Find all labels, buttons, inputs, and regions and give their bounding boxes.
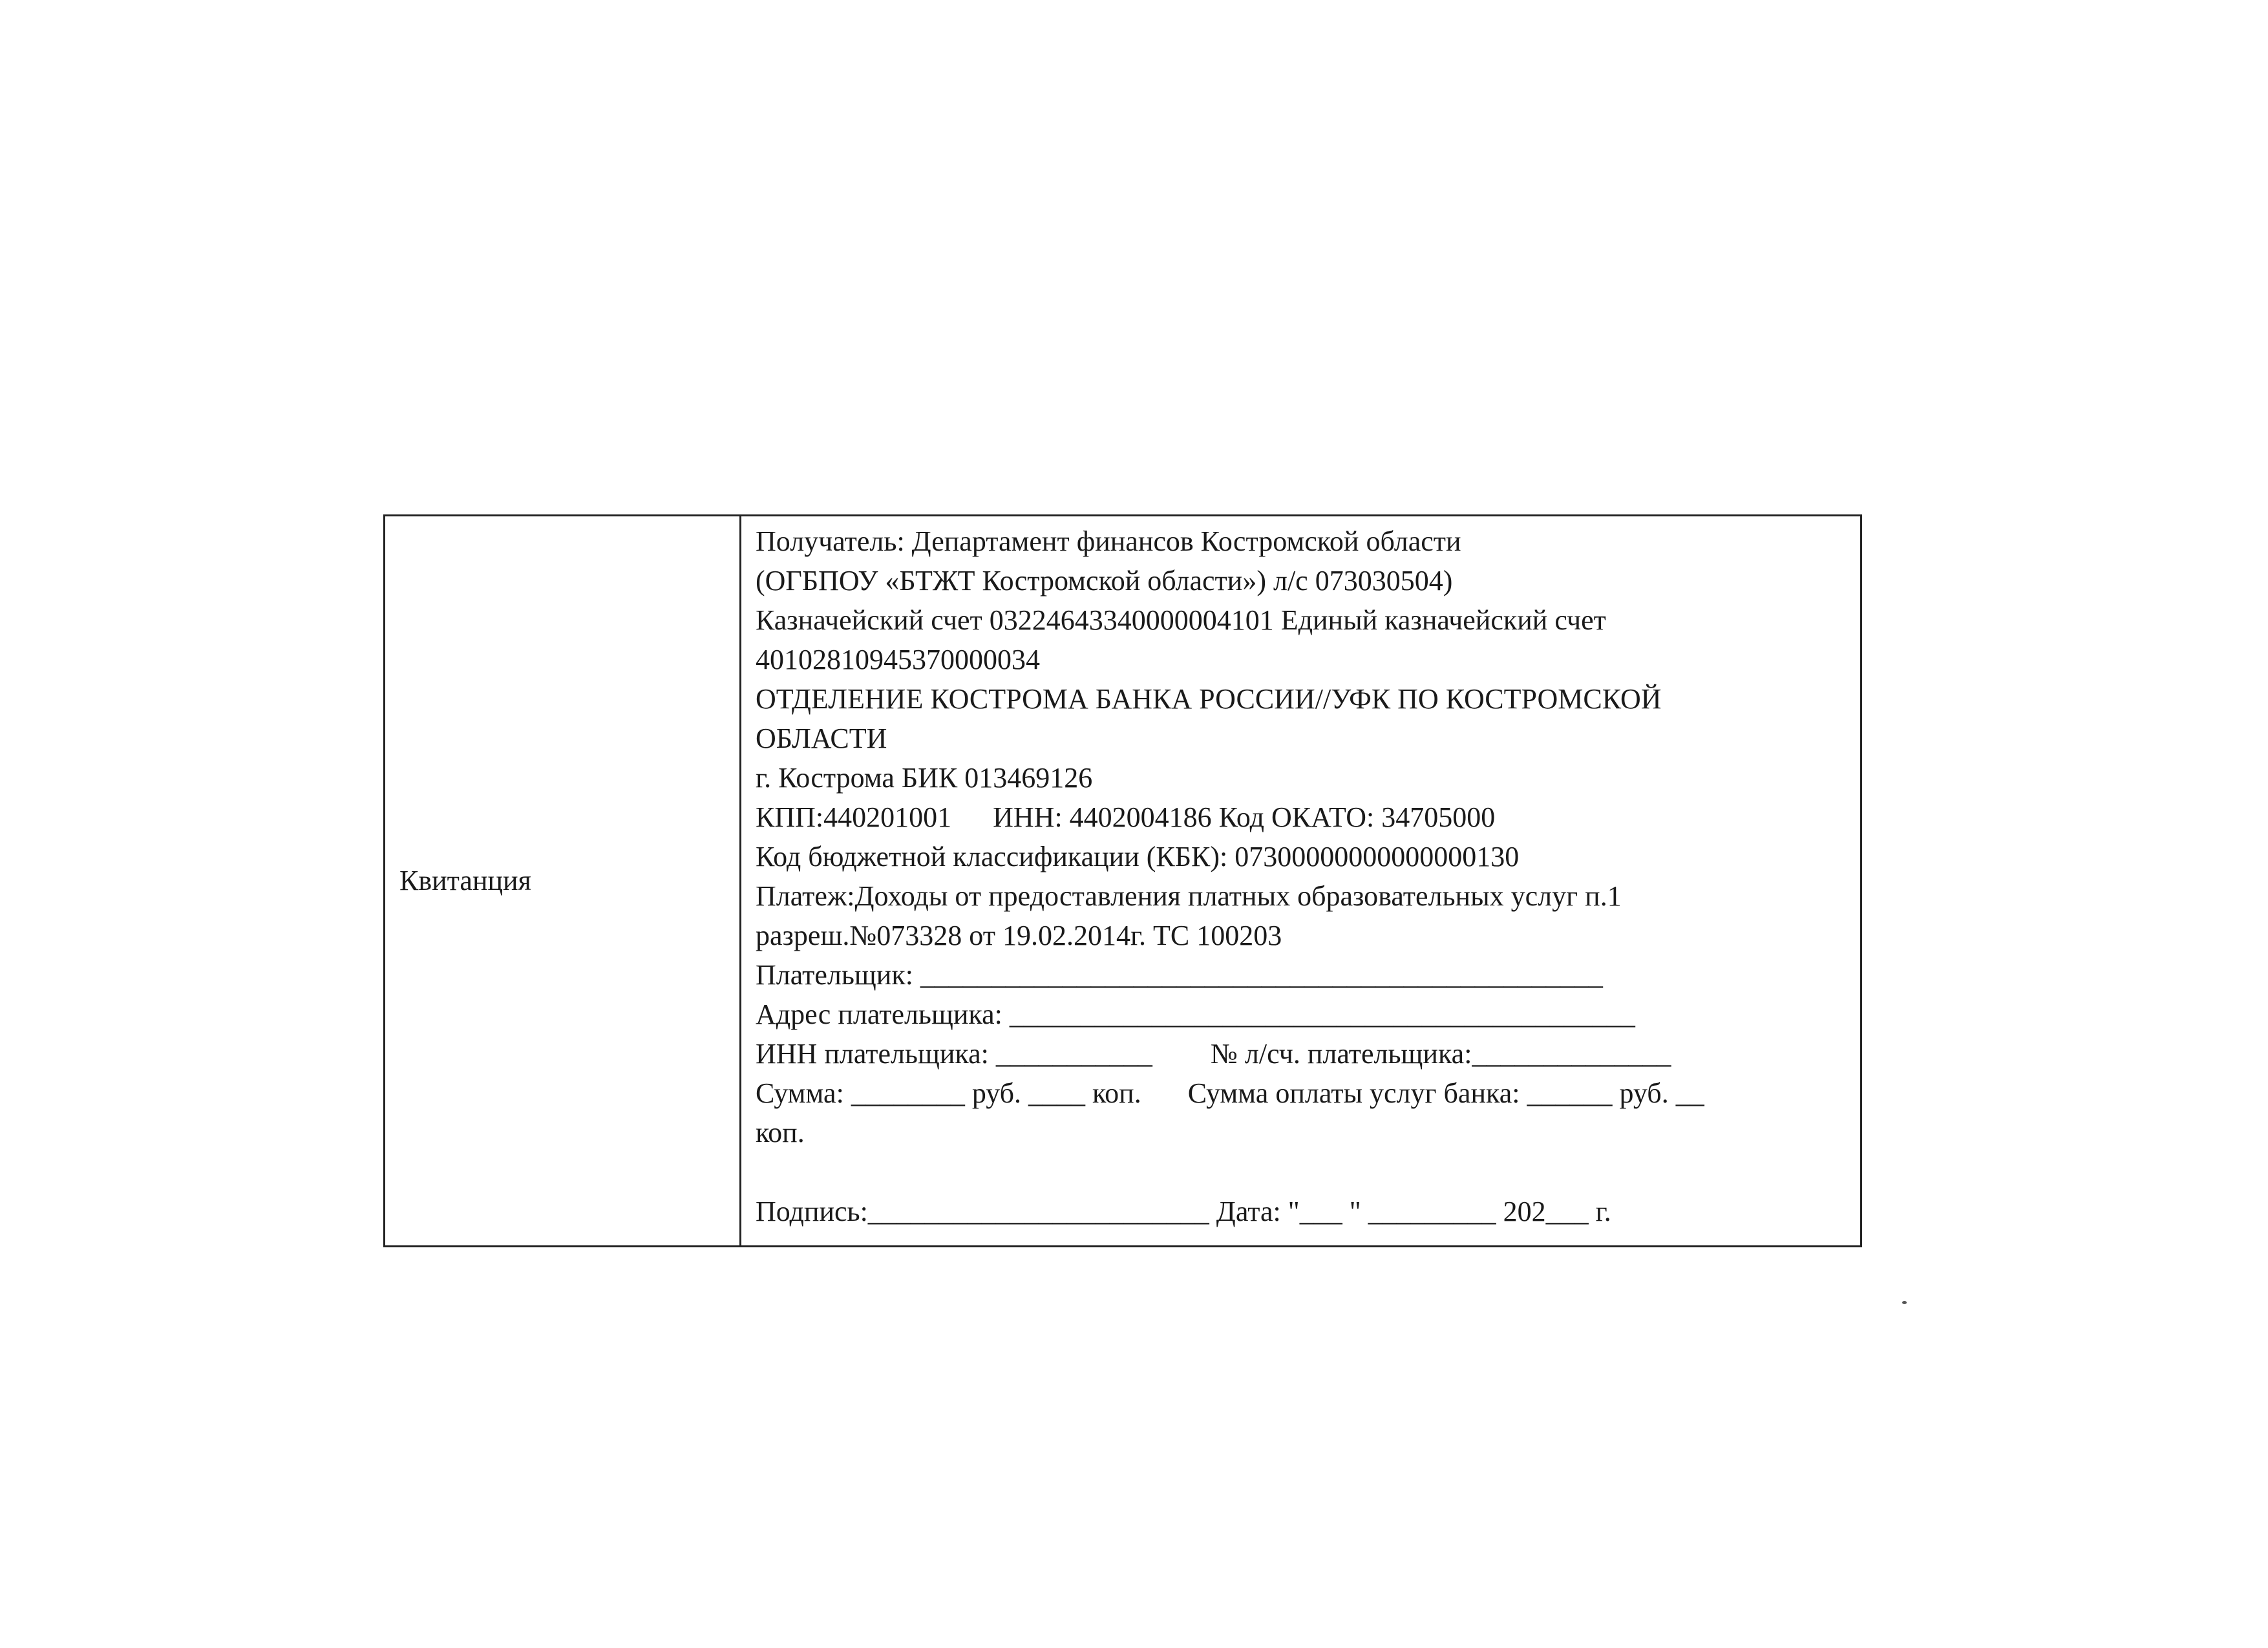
sum-field[interactable]: Сумма: ________ руб. ____ коп. <box>756 1077 1141 1109</box>
payer-account-field[interactable]: № л/сч. плательщика:______________ <box>1210 1038 1671 1070</box>
payer-address-field[interactable]: Адрес плательщика: ____________________________________________ <box>756 998 1635 1030</box>
payer-ids-line <box>756 1034 1847 1073</box>
receipt-details-cell <box>741 516 1860 1245</box>
bank-name-line-2: ОБЛАСТИ <box>756 723 887 754</box>
receipt-form <box>383 514 1862 1247</box>
receipt-title: Квитанция <box>399 865 531 896</box>
payer-inn-field[interactable]: ИНН плательщика: ___________ <box>756 1038 1152 1070</box>
bank-name-line-1: ОТДЕЛЕНИЕ КОСТРОМА БАНКА РОССИИ//УФК ПО КОСТРОМСКОЙ <box>756 683 1662 715</box>
kpp-value: КПП:440201001 <box>756 801 952 833</box>
spacer <box>756 1152 1847 1192</box>
scan-speck <box>1902 1301 1907 1304</box>
payment-line-2: разреш.№073328 от 19.02.2014г. ТС 100203 <box>756 920 1282 951</box>
kpp-inn-line <box>756 798 1847 837</box>
bank-fee-field[interactable]: Сумма оплаты услуг банка: ______ руб. __ <box>1187 1077 1704 1109</box>
payment-line-1: Платеж:Доходы от предоставления платных образовательных услуг п.1 <box>756 880 1622 912</box>
recipient-line: Получатель: Департамент финансов Костромской области <box>756 525 1461 557</box>
single-account-line: 40102810945370000034 <box>756 644 1040 675</box>
sum-line <box>756 1073 1847 1113</box>
organization-line: (ОГБПОУ «БТЖТ Костромской области») л/с 073030504) <box>756 565 1453 597</box>
signature-date-field[interactable]: Подпись:________________________ Дата: "___ " _________ 202___ г. <box>756 1196 1611 1227</box>
city-bik-line: г. Кострома БИК 013469126 <box>756 762 1093 794</box>
receipt-label-cell <box>385 516 741 1245</box>
inn-okato-value: ИНН: 4402004186 Код ОКАТО: 34705000 <box>993 801 1496 833</box>
payer-field[interactable]: Плательщик: ________________________________________________ <box>756 959 1603 991</box>
kbk-line: Код бюджетной классификации (КБК): 07300000000000000130 <box>756 841 1520 872</box>
treasury-account-line: Казначейский счет 03224643340000004101 Единый казначейский счет <box>756 604 1606 636</box>
kop-line: коп. <box>756 1117 805 1148</box>
